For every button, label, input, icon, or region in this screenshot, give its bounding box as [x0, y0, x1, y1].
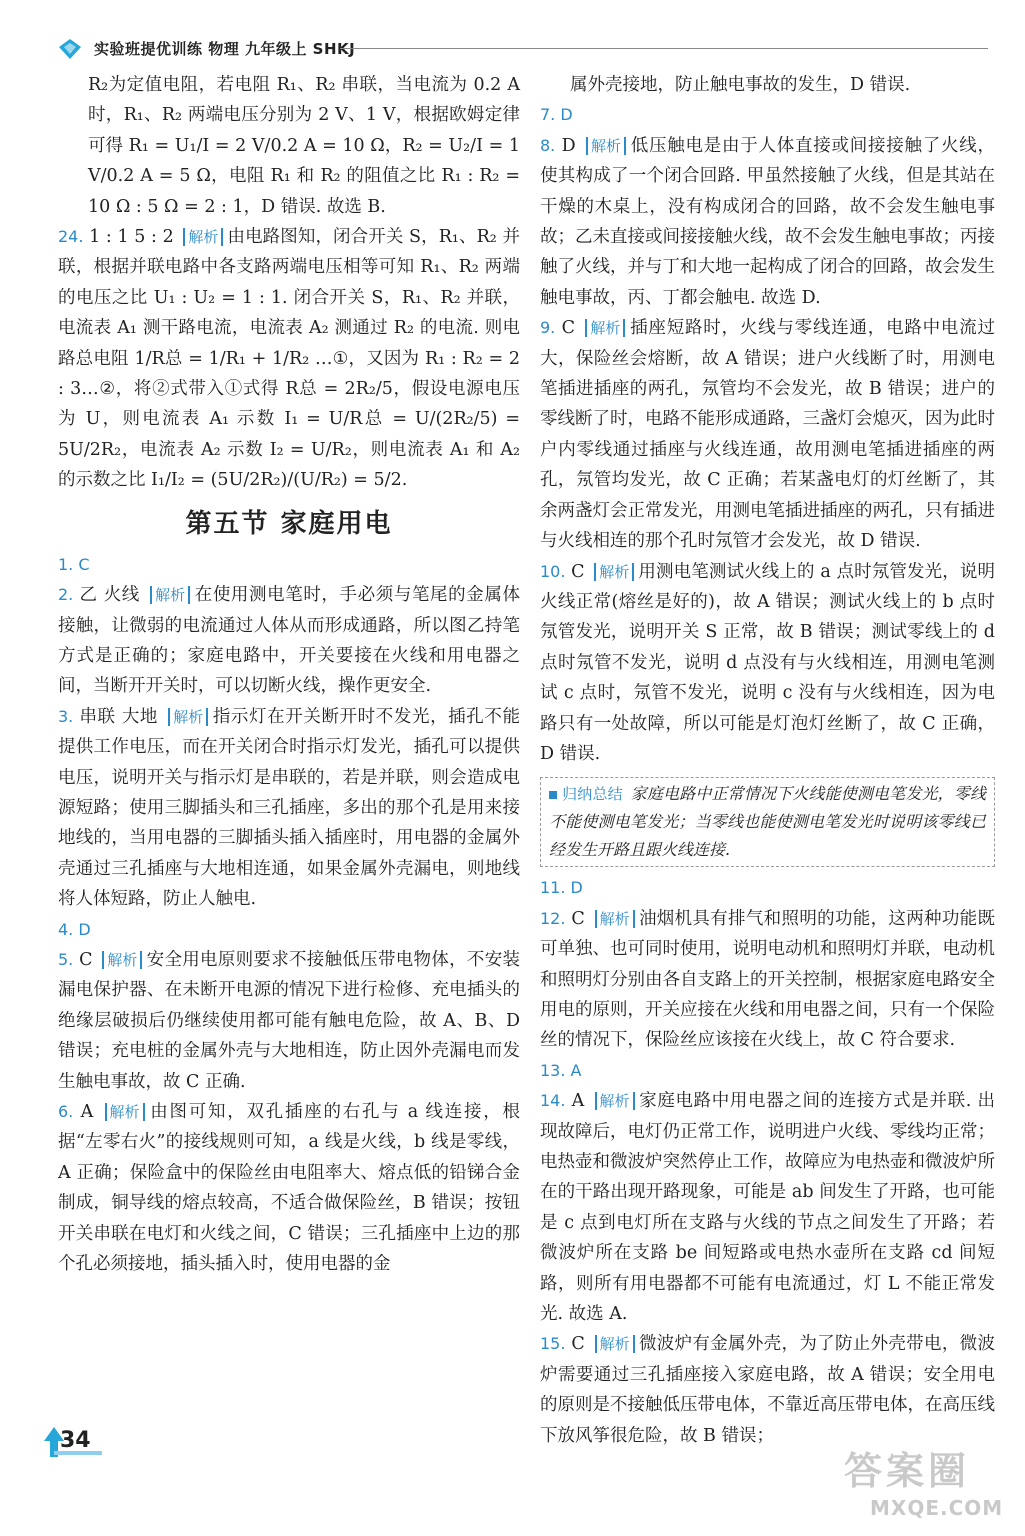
q2: [58, 580, 520, 702]
q12: [540, 904, 995, 1056]
q6-number: 6.: [58, 1102, 74, 1121]
q12-answer: C: [571, 908, 585, 929]
analysis-tag: 解析: [105, 1103, 145, 1121]
q6-answer: A: [80, 1102, 94, 1122]
analysis-tag: 解析: [595, 1335, 635, 1353]
summary-text: 家庭电路中正常情况下火线能使测电笔发光，零线不能使测电笔发光；当零线也能使测电笔发光时说明该零线已经发生开路且跟火线连接.: [549, 784, 986, 860]
q3-analysis: 指示灯在开关断开时不发光，插孔不能提供工作电压，而在开关闭合时指示灯发光，插孔可以提供电压，说明开关与指示灯是串联的，若是并联，则会造成电源短路；使用三脚插头和三孔插座，多出的那个孔是用来接地线的，当用电器的三脚插头插入插座时，用电器的金属外壳通过三孔插座与大地相连通，如果金属外壳漏电，则地线将人体短路，防止人触电.: [58, 706, 520, 910]
q10-number: 10.: [540, 561, 566, 581]
q15: [540, 1329, 995, 1451]
left-column: [58, 70, 520, 1279]
q12-analysis: 油烟机具有排气和照明的功能，这两种功能既可单独、也可同时使用，说明电动机和照明灯并联，电动机和照明灯分别由各自支路上的开关控制，根据家庭电路安全用电的原则，开关应接在火线和用电器之间，只有一个保险丝的情况下，保险丝应该接在火线上，故 C 符合要求.: [540, 908, 995, 1051]
q1-answer: 1. C: [58, 554, 90, 574]
q7-answer: 7. D: [540, 105, 573, 125]
q8: [540, 131, 995, 313]
analysis-tag: 解析: [595, 1092, 635, 1110]
q5-number: 5.: [58, 949, 74, 969]
watermark: [840, 1440, 1004, 1530]
right-column: [540, 70, 995, 1451]
q9-analysis: 插座短路时，火线与零线连通，电路中电流过大，保险丝会熔断，故 A 错误；进户火线断了时，用测电笔插进插座的两孔，氖管均不会发光，故 B 错误；进户的零线断了时，电路不能形成通路，三盏灯会熄灭，因为此时户内零线通过插座与火线连通，故用测电笔插进插座的两孔，氖管均发光，故 C 正确；若某盏电灯的灯丝断了，其余两盏灯会正常发光，用测电笔插进插座的两孔，只有插进与火线相连的那个孔时氖管才会发光，故 D 错误.: [540, 318, 995, 552]
analysis-tag: 解析: [595, 910, 635, 928]
section-title: 第五节 家庭用电: [185, 508, 393, 539]
q6-analysis: 由图可知，双孔插座的右孔与 a 线连接，根据“左零右火”的接线规则可知，a 线是火线，b 线是零线，A 正确；保险盒中的保险丝由电阻率大、熔点低的铅锑合金制成，铜导线的熔点较高，不适合做保险丝，B 错误；按钮开关串联在电灯和火线之间，C 错误；三孔插座中上边的那个孔必须接地，插头插入时，使用电器的金: [58, 1102, 520, 1275]
q10-answer: C: [571, 561, 585, 582]
q2-analysis: 在使用测电笔时，手必须与笔尾的金属体接触，让微弱的电流通过人体从而形成通路，所以图乙持笔方式是正确的；家庭电路中，开关要接在火线和用电器之间，当断开开关时，可以切断火线，操作更安全.: [58, 585, 520, 697]
q24-number: 24.: [58, 227, 84, 247]
watermark-url: MXQE.COM: [870, 1496, 1004, 1520]
q2-answer: 乙 火线: [79, 585, 140, 606]
q10: [540, 557, 995, 770]
q6-continuation: 属外壳接地，防止触电事故的发生，D 错误.: [570, 75, 911, 95]
q24-answer: 1 : 1 5 : 2: [89, 227, 174, 248]
page-header: [58, 36, 988, 62]
q9-answer: C: [561, 318, 575, 339]
summary-box: [540, 777, 995, 867]
q7: [540, 100, 995, 130]
q14-analysis: 家庭电路中用电器之间的连接方式是并联. 出现故障后，电灯仍正常工作，说明进户火线、零线均正常；电热壶和微波炉突然停止工作，故障应为电热壶和微波炉所在的干路出现开路现象，可能是 ab 间发生了开路，也可能是 c 点到电灯所在支路与火线的节点之间发生了开路；若微波炉所在支路 be 间短路或电热水壶所在支路 cd 间短路，则所有用电器都不可能有电流通过，灯 L 不能正常发光. 故选 A.: [540, 1091, 995, 1325]
q24-analysis: 由电路图知，闭合开关 S，R₁、R₂ 并联，根据并联电路中各支路两端电压相等可知 R₁、R₂ 两端的电压之比 U₁ : U₂ = 1 : 1. 闭合开关 S，R₁、R₂ 并联，电流表 A₁ 测干路电流，电流表 A₂ 测通过 R₂ 的电流. 则电路总电阻 1/R总 = 1/R₁ + 1/R₂ …①，又因为 R₁ : R₂ = 2 : 3…②，将②式带入①式得 R总 = 2R₂/5，假设电源电压为 U，则电流表 A₁ 示数 I₁ = U/R总 = U/(2R₂/5) = 5U/2R₂，电流表 A₂ 示数 I₂ = U/R₂，则电流表 A₁ 和 A₂ 的示数之比 I₁/I₂ = (5U/2R₂)/(U/R₂) = 5/2.: [58, 227, 520, 491]
q10-analysis: 用测电笔测试火线上的 a 点时氖管发光，说明火线正常(熔丝是好的)，故 A 错误；测试火线上的 b 点时氖管发光，说明开关 S 正常，故 B 错误；测试零线上的 d 点时氖管不发光，说明 d 点没有与火线相连，用测电笔测试 c 点时，氖管不发光，说明 c 没有与火线相连，因为电路只有一处故障，所以可能是灯泡灯丝断了，故 C 正确，D 错误.: [540, 561, 995, 764]
header-title: 实验班提优训练 物理 九年级上 SHKJ: [94, 40, 356, 58]
q6: [58, 1097, 520, 1279]
q4: [58, 915, 520, 945]
q14: [540, 1086, 995, 1329]
q3-number: 3.: [58, 706, 74, 726]
q13: [540, 1056, 995, 1086]
q1: [58, 550, 520, 580]
q4-answer: 4. D: [58, 919, 91, 939]
q9: [540, 313, 995, 556]
analysis-tag: 解析: [586, 137, 626, 155]
watermark-logo: 答案圈: [844, 1449, 971, 1493]
analysis-tag: 解析: [102, 951, 142, 969]
q8-answer: D: [561, 135, 576, 156]
q2-number: 2.: [58, 585, 74, 605]
q14-answer: A: [571, 1091, 585, 1112]
summary-label: 归纳总结: [549, 785, 623, 803]
q11: [540, 873, 995, 903]
q24: [58, 222, 520, 496]
analysis-tag: 解析: [183, 228, 223, 246]
header-divider: [340, 48, 988, 49]
analysis-tag: 解析: [168, 708, 208, 726]
q5-answer: C: [79, 949, 93, 970]
q15-analysis: 微波炉有金属外壳，为了防止外壳带电，微波炉需要通过三孔插座接入家庭电路，故 A 错误；安全用电的原则是不接触低压带电体，不靠近高压带电体，在高压线下放风筝很危险，故 B 错误；: [540, 1334, 995, 1446]
q3-answer: 串联 大地: [79, 706, 159, 727]
analysis-tag: 解析: [150, 586, 190, 604]
q5: [58, 945, 520, 1097]
q13-answer: 13. A: [540, 1060, 582, 1080]
q15-answer: C: [571, 1334, 585, 1355]
page-number: 34: [60, 1428, 91, 1453]
q15-number: 15.: [540, 1334, 566, 1354]
analysis-tag: 解析: [585, 319, 625, 337]
q14-number: 14.: [540, 1091, 566, 1111]
q8-number: 8.: [540, 135, 556, 155]
q8-analysis: 低压触电是由于人体直接或间接接触了火线，使其构成了一个闭合回路. 甲虽然接触了火线，但是其站在干燥的木桌上，没有构成闭合的回路，故不会发生触电事故；乙未直接或间接接触火线，故不会发生触电事故；丙接触了火线，并与丁和大地一起构成了闭合的回路，故会发生触电事故，丙、丁都会触电. 故选 D.: [540, 135, 995, 308]
analysis-tag: 解析: [594, 563, 634, 581]
q11-answer: 11. D: [540, 878, 583, 898]
q9-number: 9.: [540, 318, 556, 338]
q3: [58, 702, 520, 915]
q12-number: 12.: [540, 908, 566, 928]
q5-analysis: 安全用电原则要求不接触低压带电物体，不安装漏电保护器、在未断开电源的情况下进行检修、充电插头的绝缘层破损后仍继续使用都可能有触电危险，故 A、B、D 错误；充电桩的金属外壳与大地相连，防止因外壳漏电而发生触电事故，故 C 正确.: [58, 949, 520, 1092]
book-logo-icon: [58, 38, 82, 60]
q23-continuation: R₂为定值电阻，若电阻 R₁、R₂ 串联，当电流为 0.2 A 时，R₁、R₂ 两端电压分别为 2 V、1 V，根据欧姆定律可得 R₁ = U₁/I = 2 V/0.2 A = 10 Ω，R₂ = U₂/I = 1 V/0.2 A = 5 Ω，电阻 R₁ 和 R₂ 的阻值之比 R₁ : R₂ = 10 Ω : 5 Ω = 2 : 1，D 错误. 故选 B.: [88, 75, 520, 217]
